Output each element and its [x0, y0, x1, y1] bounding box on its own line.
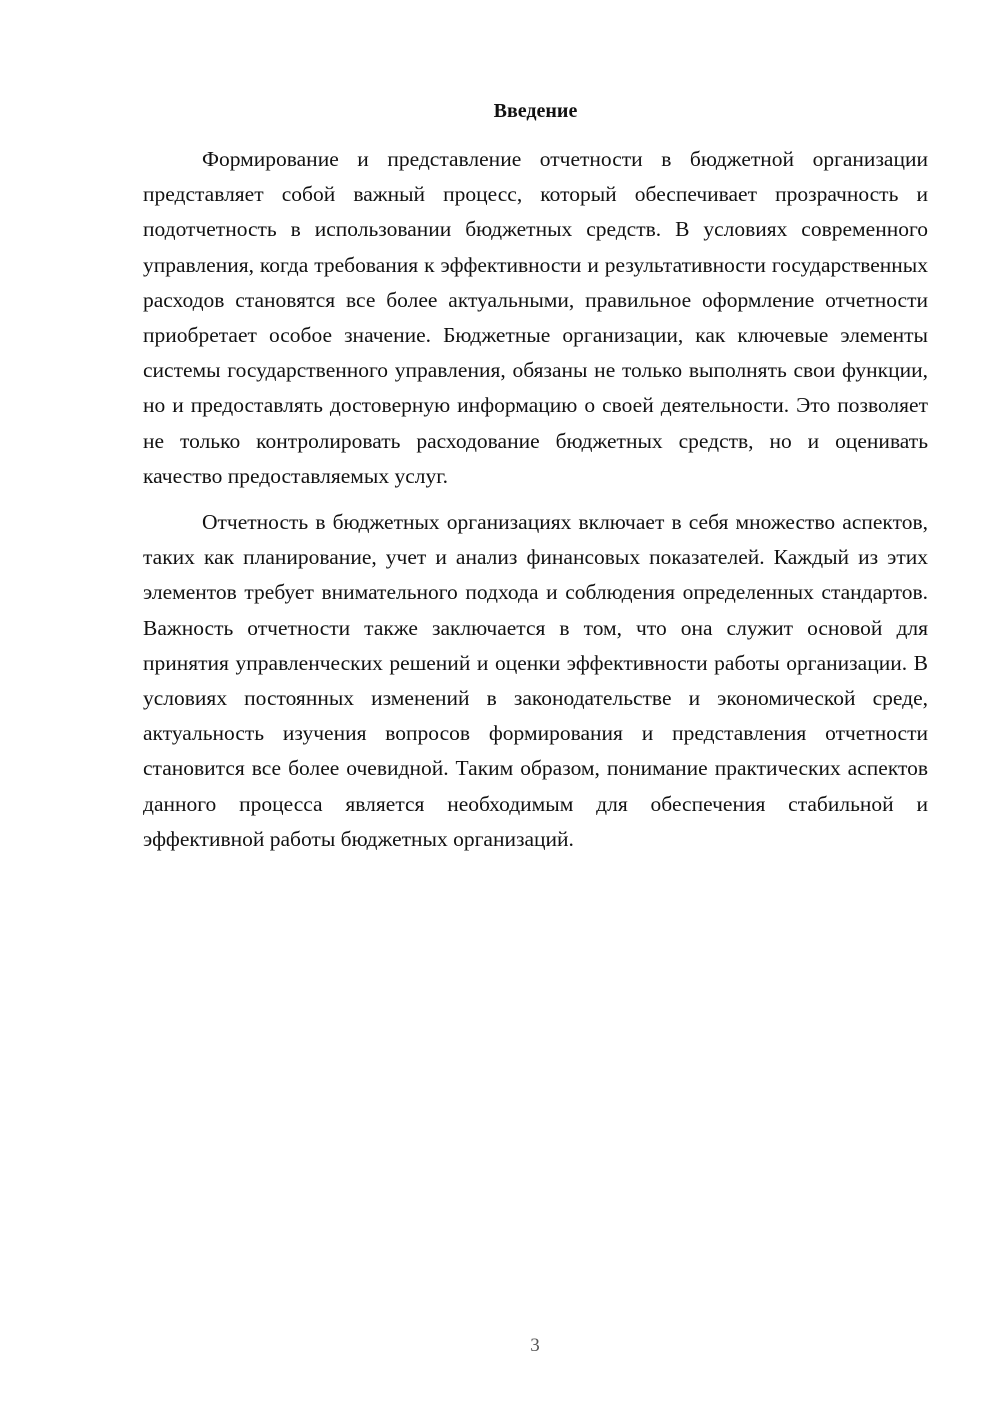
paragraph-1: Формирование и представление отчетности в бюджетной организации представляет собой важный процесс, который обеспечивает прозрачность и подотчетность в использовании бюджетных средств. В условиях современного управления, когда требования к эффективности и результативности государственных расходов становятся все более актуальными, правильное оформление отчетности приобретает особое значение. Бюджетные организации, как ключевые элементы системы государственного управления, обязаны не только выполнять свои функции, но и предоставлять достоверную информацию о своей деятельности. Это позволяет не только контролировать расходование бюджетных средств, но и оценивать качество предоставляемых услуг.: [143, 147, 928, 488]
paragraph-2: Отчетность в бюджетных организациях включает в себя множество аспектов, таких как планирование, учет и анализ финансовых показателей. Каждый из этих элементов требует внимательного подхода и соблюдения определенных стандартов. Важность отчетности также заключается в том, что она служит основой для принятия управленческих решений и оценки эффективности работы организации. В условиях постоянных изменений в законодательстве и экономической среде, актуальность изучения вопросов формирования и представления отчетности становится все более очевидной. Таким образом, понимание практических аспектов данного процесса является необходимым для обеспечения стабильной и эффективной работы бюджетных организаций.: [143, 510, 928, 851]
body-text: [143, 142, 928, 857]
section-title: Введение: [493, 100, 578, 122]
page-number: 3: [530, 1335, 540, 1356]
